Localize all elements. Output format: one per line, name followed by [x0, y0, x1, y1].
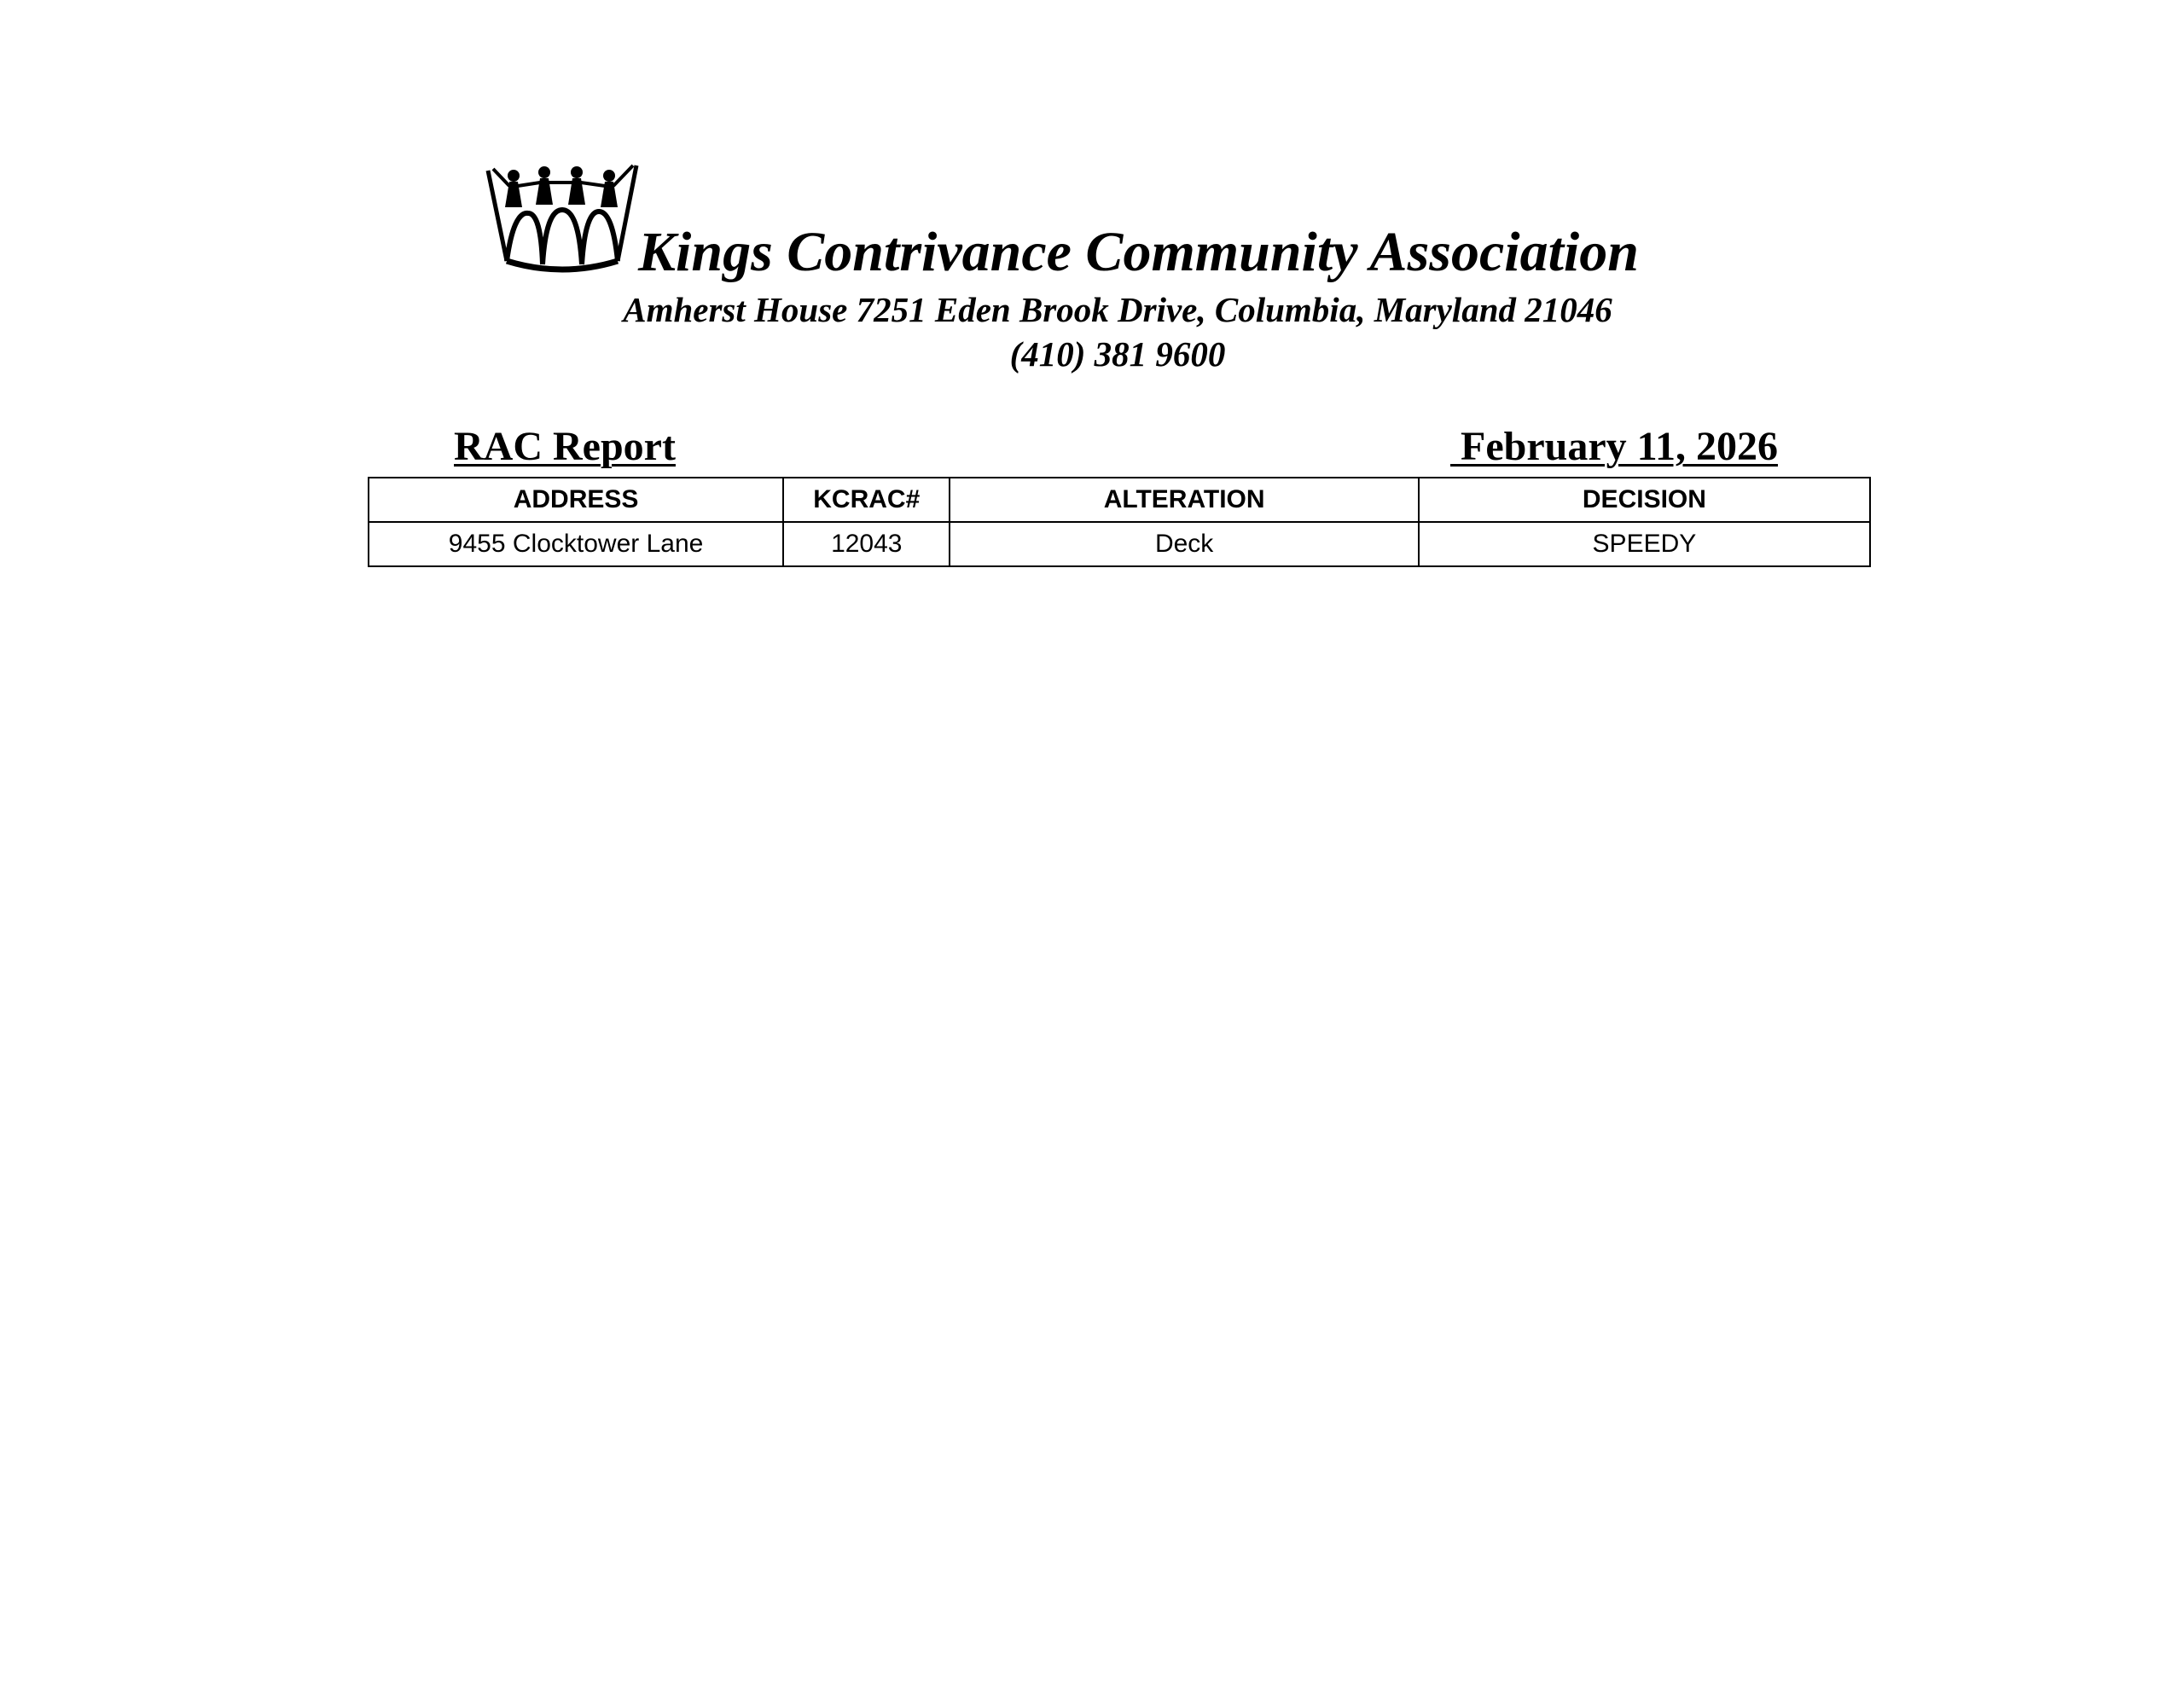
- organization-phone: (410) 381 9600: [1009, 334, 1226, 374]
- cell-alteration: Deck: [950, 522, 1418, 566]
- organization-name: Kings Contrivance Community Association: [638, 221, 1639, 283]
- cell-decision: SPEEDY: [1419, 522, 1870, 566]
- report-title: RAC Report: [454, 424, 676, 469]
- cell-kcrac: 12043: [783, 522, 950, 566]
- table-header-row: [369, 478, 1870, 522]
- column-header-kcrac: KCRAC#: [783, 478, 950, 522]
- organization-address: Amherst House 7251 Eden Brook Drive, Columbia, Maryland 21046: [623, 290, 1612, 329]
- column-header-address: ADDRESS: [369, 478, 783, 522]
- column-header-alteration: ALTERATION: [950, 478, 1418, 522]
- rac-table: [368, 477, 1871, 567]
- table-row: [369, 522, 1870, 566]
- cell-address: 9455 Clocktower Lane: [369, 522, 783, 566]
- crown-logo-icon: [481, 160, 643, 280]
- column-header-decision: DECISION: [1419, 478, 1870, 522]
- report-date: February 11, 2026: [1450, 424, 1778, 469]
